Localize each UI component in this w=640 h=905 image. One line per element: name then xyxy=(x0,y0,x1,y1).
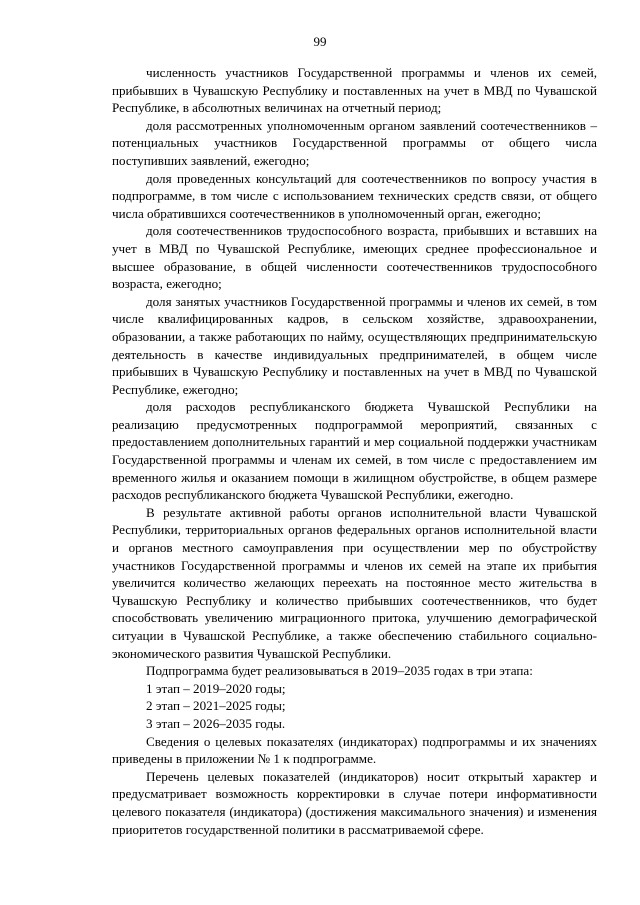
paragraph-indicators-list-note: Перечень целевых показателей (индикаторов) носит открытый характер и предусматривает возможность корректировки в случае потери информативности целевого показателя (индикатора) (достижения максимального значения) и изменения приоритетов государственной политики в рассматриваемой сфере. xyxy=(112,768,597,837)
paragraph-expected-results: В результате активной работы органов исполнительной власти Чувашской Республики, территориальных органов федеральных органов исполнительной власти и органов местного самоуправления при осуществлении мер по обустройству участников Государственной программы и членов их семей на этапе их прибытия увеличится количество желающих переехать на постоянное место жительства в Чувашскую Республику и количество прибывших соотечественников, что будет способствовать увеличению миграционного притока, улучшению демографической ситуации в Чувашской Республике, а также обеспечению стабильного социально-экономического развития Чувашской Республики. xyxy=(112,504,597,661)
paragraph-indicator-employment-share: доля занятых участников Государственной программы и членов их семей, в том числе квалифицированных кадров, в сельском хозяйстве, здравоохранении, образовании, а также работающих по найму, осуществляющих предпринимательскую деятельность в качестве индивидуальных предпринимателей, в общем числе прибывших в Чувашскую Республику и поставленных на учет в МВД по Чувашской Республике, ежегодно; xyxy=(112,293,597,397)
document-body xyxy=(112,64,597,838)
paragraph-indicator-consultations-share: доля проведенных консультаций для соотечественников по вопросу участия в подпрограмме, в том числе с использованием технических средств связи, от общего числа обратившихся соотечественников в уполномоченный орган, ежегодно; xyxy=(112,170,597,221)
paragraph-indicator-education-share: доля соотечественников трудоспособного возраста, прибывших и вставших на учет в МВД по Чувашской Республике, имеющих среднее профессиональное и высшее образование, в общей численности соотечественников трудоспособного возраста, ежегодно; xyxy=(112,223,597,292)
paragraph-stage-2: 2 этап – 2021–2025 годы; xyxy=(146,698,286,714)
paragraph-indicator-expenses-share: доля расходов республиканского бюджета Чувашской Республики на реализацию предусмотренных подпрограммой мероприятий, связанных с предоставлением дополнительных гарантий и мер социальной поддержки участникам Государственной программы и членам их семей, в том числе с предоставлением им временного жилья и оказанием помощи в жилищном обустройстве, в общем размере расходов республиканского бюджета Чувашской Республики, ежегодно. xyxy=(112,399,597,503)
paragraph-stage-1: 1 этап – 2019–2020 годы; xyxy=(146,680,286,696)
paragraph-implementation-period: Подпрограмма будет реализовываться в 2019–2035 годах в три этапа: xyxy=(146,663,533,679)
paragraph-indicator-participants-count: численность участников Государственной программы и членов их семей, прибывших в Чувашскую Республику и поставленных на учет в МВД по Чувашской Республике, в абсолютных величинах на отчетный период; xyxy=(112,65,597,116)
paragraph-stage-3: 3 этап – 2026–2035 годы. xyxy=(146,715,286,731)
paragraph-indicators-appendix: Сведения о целевых показателях (индикаторах) подпрограммы и их значениях приведены в приложении № 1 к подпрограмме. xyxy=(112,733,597,767)
page-number: 99 xyxy=(313,34,327,49)
paragraph-indicator-applications-share: доля рассмотренных уполномоченным органом заявлений соотечественников – потенциальных участников Государственной программы от общего числа поступивших заявлений, ежегодно; xyxy=(112,117,597,168)
